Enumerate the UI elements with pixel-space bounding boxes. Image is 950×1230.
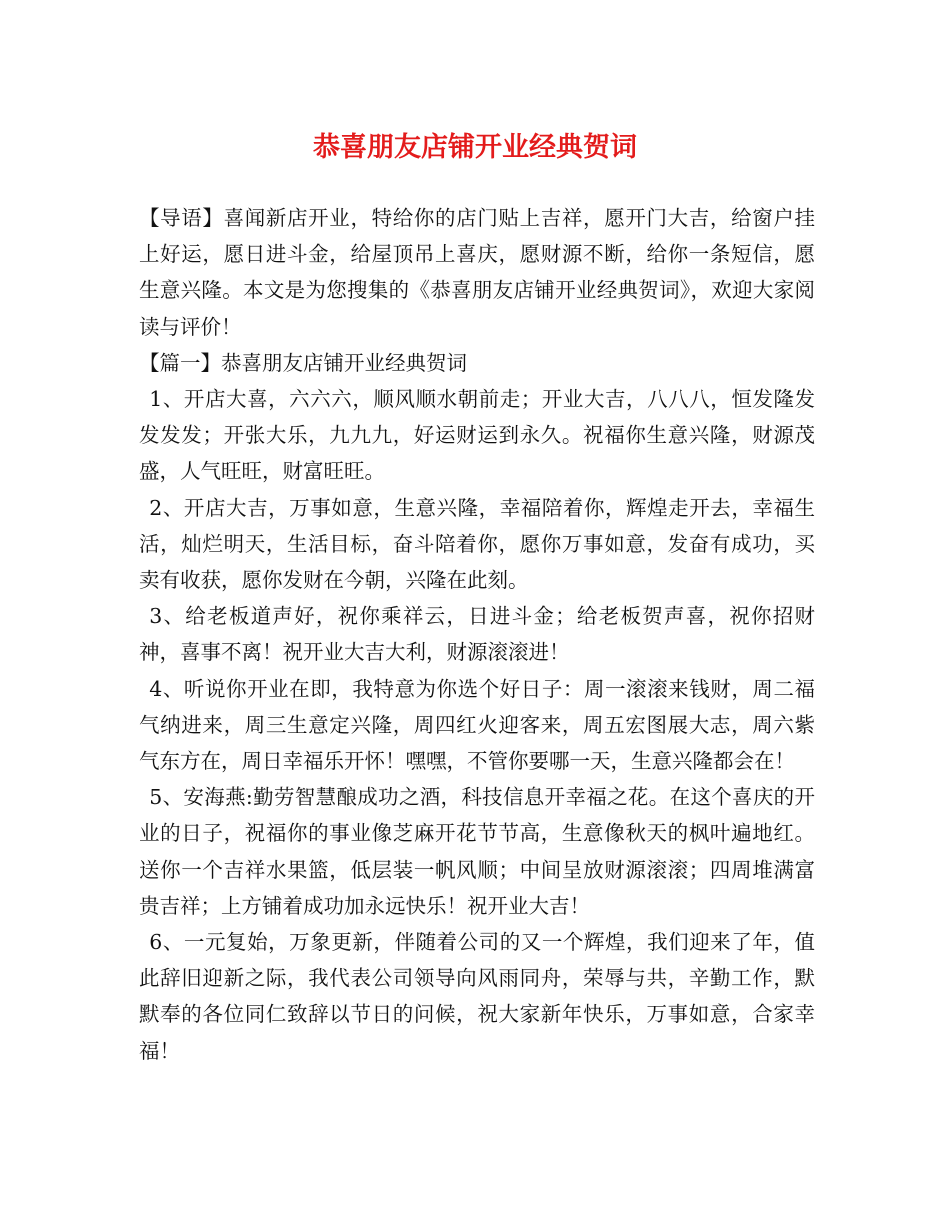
greeting-item-4: 4、听说你开业在即，我特意为你选个好日子：周一滚滚来钱财，周二福气纳进来，周三生意定兴隆，周四红火迎客来，周五宏图展大志，周六紫气东方在，周日幸福乐开怀！嘿嘿，不管你要哪一天，生意兴隆都会在！: [139, 676, 815, 774]
intro-paragraph: 【导语】喜闻新店开业，特给你的店门贴上吉祥，愿开门大吉，给窗户挂上好运，愿日进斗金，给屋顶吊上喜庆，愿财源不断，给你一条短信，愿生意兴隆。本文是为您搜集的《恭喜朋友店铺开业经典贺词》，欢迎大家阅读与评价！: [139, 206, 815, 339]
greeting-item-3: 3、给老板道声好，祝你乘祥云，日进斗金；给老板贺声喜，祝你招财神，喜事不离！祝开业大吉大利，财源滚滚进！: [139, 604, 815, 665]
document-title: 恭喜朋友店铺开业经典贺词: [313, 132, 637, 163]
section-heading: 【篇一】恭喜朋友店铺开业经典贺词: [139, 350, 467, 375]
document-body: [139, 200, 815, 1069]
greeting-item-2: 2、开店大吉，万事如意，生意兴隆，幸福陪着你，辉煌走开去，幸福生活，灿烂明天，生活目标，奋斗陪着你，愿你万事如意，发奋有成功，买卖有收获，愿你发财在今朝，兴隆在此刻。: [139, 495, 815, 593]
greeting-item-5: 5、安海燕:勤劳智慧酿成功之酒，科技信息开幸福之花。在这个喜庆的开业的日子，祝福你的事业像芝麻开花节节高，生意像秋天的枫叶遍地红。送你一个吉祥水果篮，低层装一帆风顺；中间呈放财源滚滚；四周堆满富贵吉祥；上方铺着成功加永远快乐！祝开业大吉！: [139, 785, 815, 918]
greeting-item-1: 1、开店大喜，六六六，顺风顺水朝前走；开业大吉，八八八，恒发隆发发发发；开张大乐，九九九，好运财运到永久。祝福你生意兴隆，财源茂盛，人气旺旺，财富旺旺。: [139, 387, 815, 484]
greeting-item-6: 6、一元复始，万象更新，伴随着公司的又一个辉煌，我们迎来了年，值此辞旧迎新之际，我代表公司领导向风雨同舟，荣辱与共，辛勤工作，默默奉的各位同仁致辞以节日的问候，祝大家新年快乐，万事如意，合家幸福！: [139, 930, 815, 1063]
